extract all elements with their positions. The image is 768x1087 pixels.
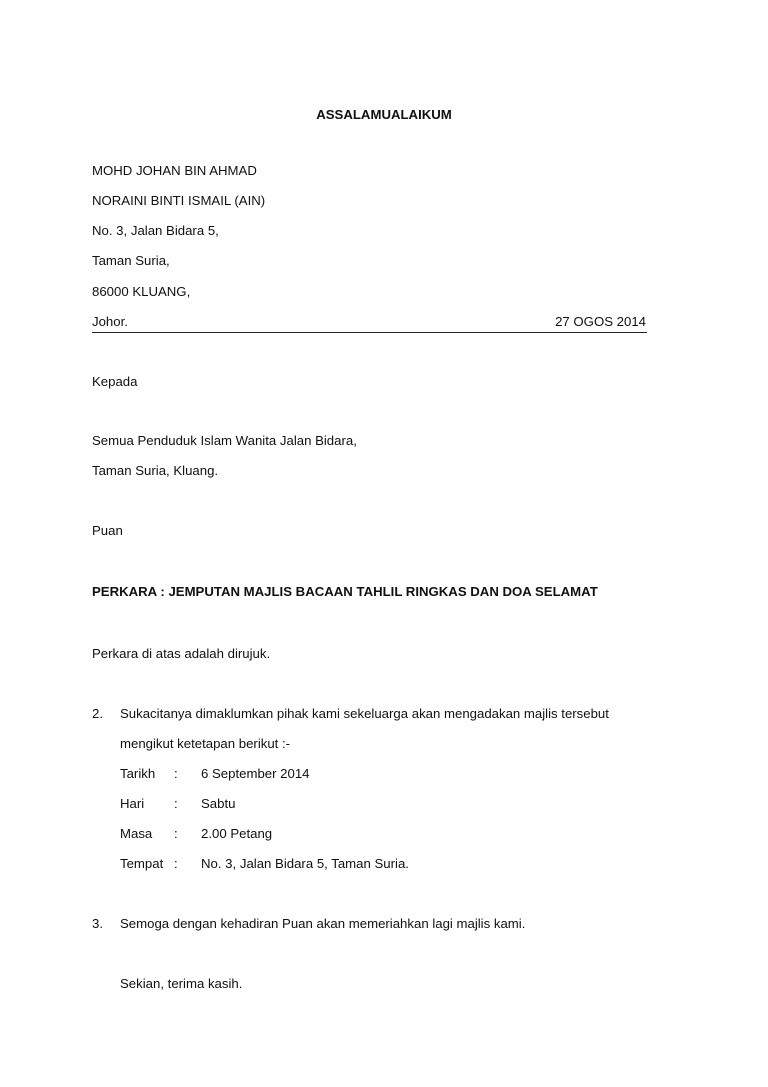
sender-name-1: MOHD JOHAN BIN AHMAD xyxy=(92,163,257,178)
letter-date: 27 OGOS 2014 xyxy=(555,314,646,329)
detail-label-hari: Hari xyxy=(120,796,145,811)
sender-name-2: NORAINI BINTI ISMAIL (AIN) xyxy=(92,193,266,208)
detail-value-masa: 2.00 Petang xyxy=(201,826,273,841)
detail-colon: : xyxy=(174,766,178,781)
detail-label-masa: Masa xyxy=(120,826,153,841)
detail-colon: : xyxy=(174,856,178,871)
recipient-line-1: Semua Penduduk Islam Wanita Jalan Bidara, xyxy=(92,433,357,448)
reference-line: Perkara di atas adalah dirujuk. xyxy=(92,646,271,661)
detail-label-tempat: Tempat xyxy=(120,856,164,871)
detail-value-hari: Sabtu xyxy=(201,796,236,811)
kepada-label: Kepada xyxy=(92,374,138,389)
detail-colon: : xyxy=(174,826,178,841)
paragraph-2-line-1: Sukacitanya dimaklumkan pihak kami sekeluarga akan mengadakan majlis tersebut xyxy=(120,706,609,721)
subject-line: PERKARA : JEMPUTAN MAJLIS BACAAN TAHLIL RINGKAS DAN DOA SELAMAT xyxy=(92,584,598,599)
paragraph-2-line-2: mengikut ketetapan berikut :- xyxy=(120,736,291,751)
detail-label-tarikh: Tarikh xyxy=(120,766,156,781)
document-title: ASSALAMUALAIKUM xyxy=(316,107,452,122)
paragraph-3-text: Semoga dengan kehadiran Puan akan memeriahkan lagi majlis kami. xyxy=(120,916,526,931)
closing-line: Sekian, terima kasih. xyxy=(120,976,243,991)
sender-state: Johor. xyxy=(92,314,128,329)
paragraph-3-number: 3. xyxy=(92,916,103,931)
sender-area: Taman Suria, xyxy=(92,253,170,268)
sender-postcode: 86000 KLUANG, xyxy=(92,284,191,299)
sender-street: No. 3, Jalan Bidara 5, xyxy=(92,223,219,238)
detail-value-tempat: No. 3, Jalan Bidara 5, Taman Suria. xyxy=(201,856,409,871)
detail-value-tarikh: 6 September 2014 xyxy=(201,766,310,781)
salutation: Puan xyxy=(92,523,123,538)
header-divider xyxy=(92,332,647,333)
recipient-line-2: Taman Suria, Kluang. xyxy=(92,463,219,478)
paragraph-2-number: 2. xyxy=(92,706,103,721)
detail-colon: : xyxy=(174,796,178,811)
